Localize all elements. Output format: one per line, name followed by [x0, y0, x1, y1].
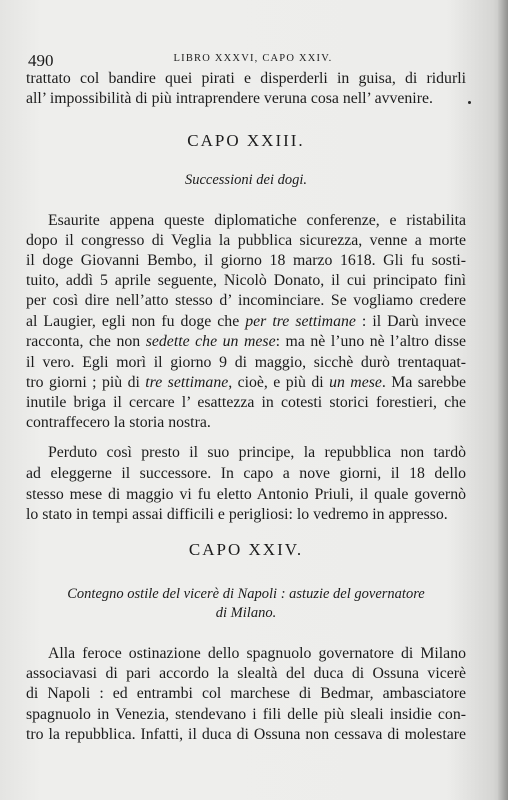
text-line: stesso mese di maggio vi fu eletto Antonio Priuli, il quale governò	[26, 486, 466, 503]
italic-phrase: sedette che un mese	[145, 333, 276, 350]
text-line: di Napoli : ed entrambi col marchese di Bedmar, ambasciatore	[26, 685, 466, 702]
text-line: Esaurite appena queste diplomatiche conferenze, e ristabilita	[48, 212, 466, 229]
chapter-title: CAPO XXIII.	[187, 131, 305, 150]
text-span: tro giorni ; più di	[26, 374, 146, 391]
chapter-subtitle: di Milano.	[215, 605, 277, 621]
text-line: Alla feroce ostinazione dello spagnuolo governatore di Milano	[48, 645, 466, 662]
ink-speck	[468, 101, 471, 104]
text-line: associavasi di pari accordo la slealtà del duca di Ossuna vicerè	[26, 665, 466, 682]
text-span: al Laugier, egli non fu doge che	[26, 313, 246, 330]
text-line: dopo il congresso di Veglia la pubblica sicurezza, venne a morte	[26, 232, 466, 249]
italic-phrase: per tre settimane	[245, 313, 356, 330]
text-line: spagnuolo in Venezia, stendevano i fili delle più sleali insidie con-	[26, 706, 466, 723]
running-head: LIBRO XXXVI, CAPO XXIV.	[173, 53, 333, 64]
text-span: : ma nè l’uno nè l’altro disse	[275, 333, 466, 350]
text-line: il vero. Egli morì il giorno 9 di maggio, sicchè durò trentaquat-	[26, 354, 466, 371]
italic-phrase: un mese	[329, 374, 382, 391]
text-line: il doge Giovanni Bembo, il giorno 18 marzo 1618. Gli fu sosti-	[26, 252, 466, 269]
text-span: . Ma sarebbe	[381, 374, 466, 391]
text-line: per così dire nell’atto stesso d’ incominciare. Se vogliamo credere	[26, 292, 466, 309]
page-number: 490	[28, 51, 54, 70]
chapter-title: CAPO XXIV.	[188, 540, 304, 559]
text-span: , cioè, e più di	[228, 374, 330, 391]
text-line: lo stato in tempi assai difficili e perigliosi: lo vedremo in appresso.	[26, 506, 448, 523]
text-line: trattato col bandire quei pirati e disperderli in guisa, di ridurli	[26, 70, 466, 87]
italic-phrase: tre settimane	[145, 374, 229, 391]
text-line: Perduto così presto il suo principe, la repubblica non tardò	[48, 444, 466, 461]
text-line	[26, 312, 466, 332]
text-line	[26, 332, 466, 352]
text-line: tuito, addì 5 aprile seguente, Nicolò Donato, il cui principato finì	[26, 272, 466, 289]
text-line: ad eleggerne il successore. In capo a nove giorni, il 18 dello	[26, 465, 466, 482]
text-line: inutile briga il cercare l’ esattezza in cotesti storici forestieri, che	[26, 394, 466, 411]
page-edge-shadow	[498, 0, 508, 800]
text-line: all’ impossibilità di più intraprendere veruna cosa nell’ avvenire.	[26, 90, 433, 107]
chapter-subtitle: Contegno ostile del vicerè di Napoli : astuzie del governatore	[67, 586, 425, 602]
text-line	[26, 373, 466, 393]
text-line: contraffecero la storia nostra.	[26, 414, 211, 431]
text-line: tro la repubblica. Infatti, il duca di Ossuna non cessava di molestare	[26, 726, 466, 743]
text-span: racconta, che non	[26, 333, 146, 350]
text-span: : il Darù invece	[355, 313, 466, 330]
chapter-subtitle: Successioni dei dogi.	[184, 172, 308, 188]
